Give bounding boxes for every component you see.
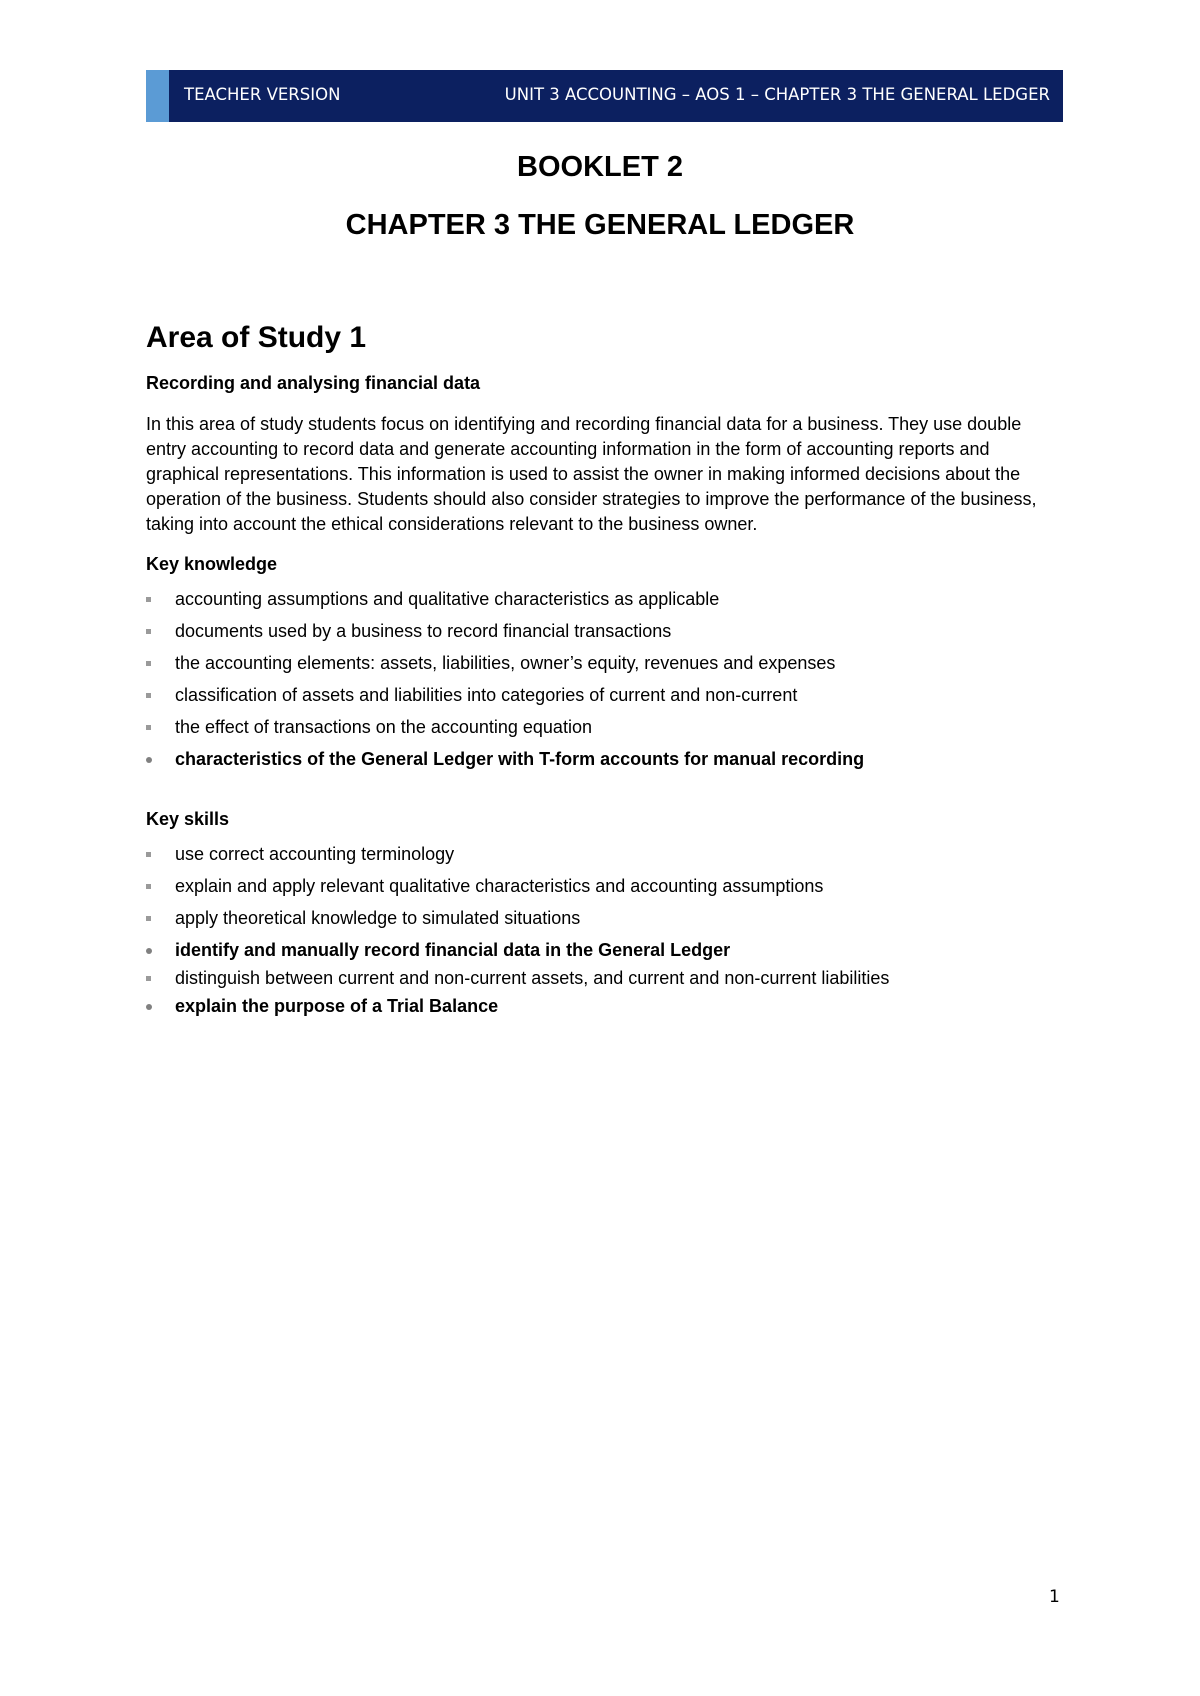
list-item-text: use correct accounting terminology [175,844,455,864]
key-skills-list [146,842,1046,1018]
list-item-text: the accounting elements: assets, liabilities, owner’s equity, revenues and expenses [175,653,836,673]
area-of-study-title: Area of Study 1 [146,321,367,354]
key-knowledge-list [146,587,1046,771]
header-unit-title: UNIT 3 ACCOUNTING – AOS 1 – CHAPTER 3 THE GENERAL LEDGER [504,85,1050,104]
list-item-text: classification of assets and liabilities into categories of current and non-current [175,685,798,705]
list-item [146,619,1046,643]
bullet-icon [146,948,152,954]
list-item-text: characteristics of the General Ledger with T-form accounts for manual recording [175,749,865,769]
bullet-icon [146,852,151,857]
main-content [146,318,1046,1026]
list-item [146,966,1046,990]
bullet-icon [146,725,151,730]
key-skills-heading: Key skills [146,809,230,829]
list-item [146,683,1046,707]
chapter-title: CHAPTER 3 THE GENERAL LEDGER [345,209,855,241]
header-accent-bar [146,70,169,122]
list-item-text: accounting assumptions and qualitative characteristics as applicable [175,589,720,609]
list-item [146,842,1046,866]
bullet-icon [146,629,151,634]
list-item [146,938,1046,962]
booklet-title: BOOKLET 2 [517,151,683,183]
list-item-text: explain the purpose of a Trial Balance [175,996,499,1016]
bullet-icon [146,661,151,666]
area-of-study-subtitle: Recording and analysing financial data [146,373,481,393]
bullet-icon [146,976,151,981]
list-item [146,715,1046,739]
list-item-text: distinguish between current and non-current assets, and current and non-current liabilities [175,968,890,988]
bullet-icon [146,693,151,698]
list-item [146,587,1046,611]
area-description: In this area of study students focus on identifying and recording financial data for a business. They use double entry accounting to record data and generate accounting information in the form of accounting reports and graphical representations. This information is used to assist the owner in making informed decisions about the operation of the business. Students should also consider strategies to improve the performance of the business, taking into account the ethical considerations relevant to the business owner. [146,414,1037,534]
bullet-icon [146,1004,152,1010]
list-item [146,874,1046,898]
key-knowledge-heading: Key knowledge [146,554,278,574]
list-item [146,747,1046,771]
bullet-icon [146,916,151,921]
list-item [146,994,1046,1018]
bullet-icon [146,757,152,763]
page-number: 1 [1049,1587,1060,1607]
list-item-text: the effect of transactions on the accounting equation [175,717,592,737]
list-item-text: identify and manually record financial data in the General Ledger [175,940,731,960]
header-banner [146,70,1063,122]
list-item [146,906,1046,930]
list-item-text: explain and apply relevant qualitative characteristics and accounting assumptions [175,876,824,896]
bullet-icon [146,597,151,602]
list-item [146,651,1046,675]
bullet-icon [146,884,151,889]
header-teacher-version: TEACHER VERSION [184,85,341,104]
list-item-text: documents used by a business to record financial transactions [175,621,672,641]
list-item-text: apply theoretical knowledge to simulated situations [175,908,581,928]
